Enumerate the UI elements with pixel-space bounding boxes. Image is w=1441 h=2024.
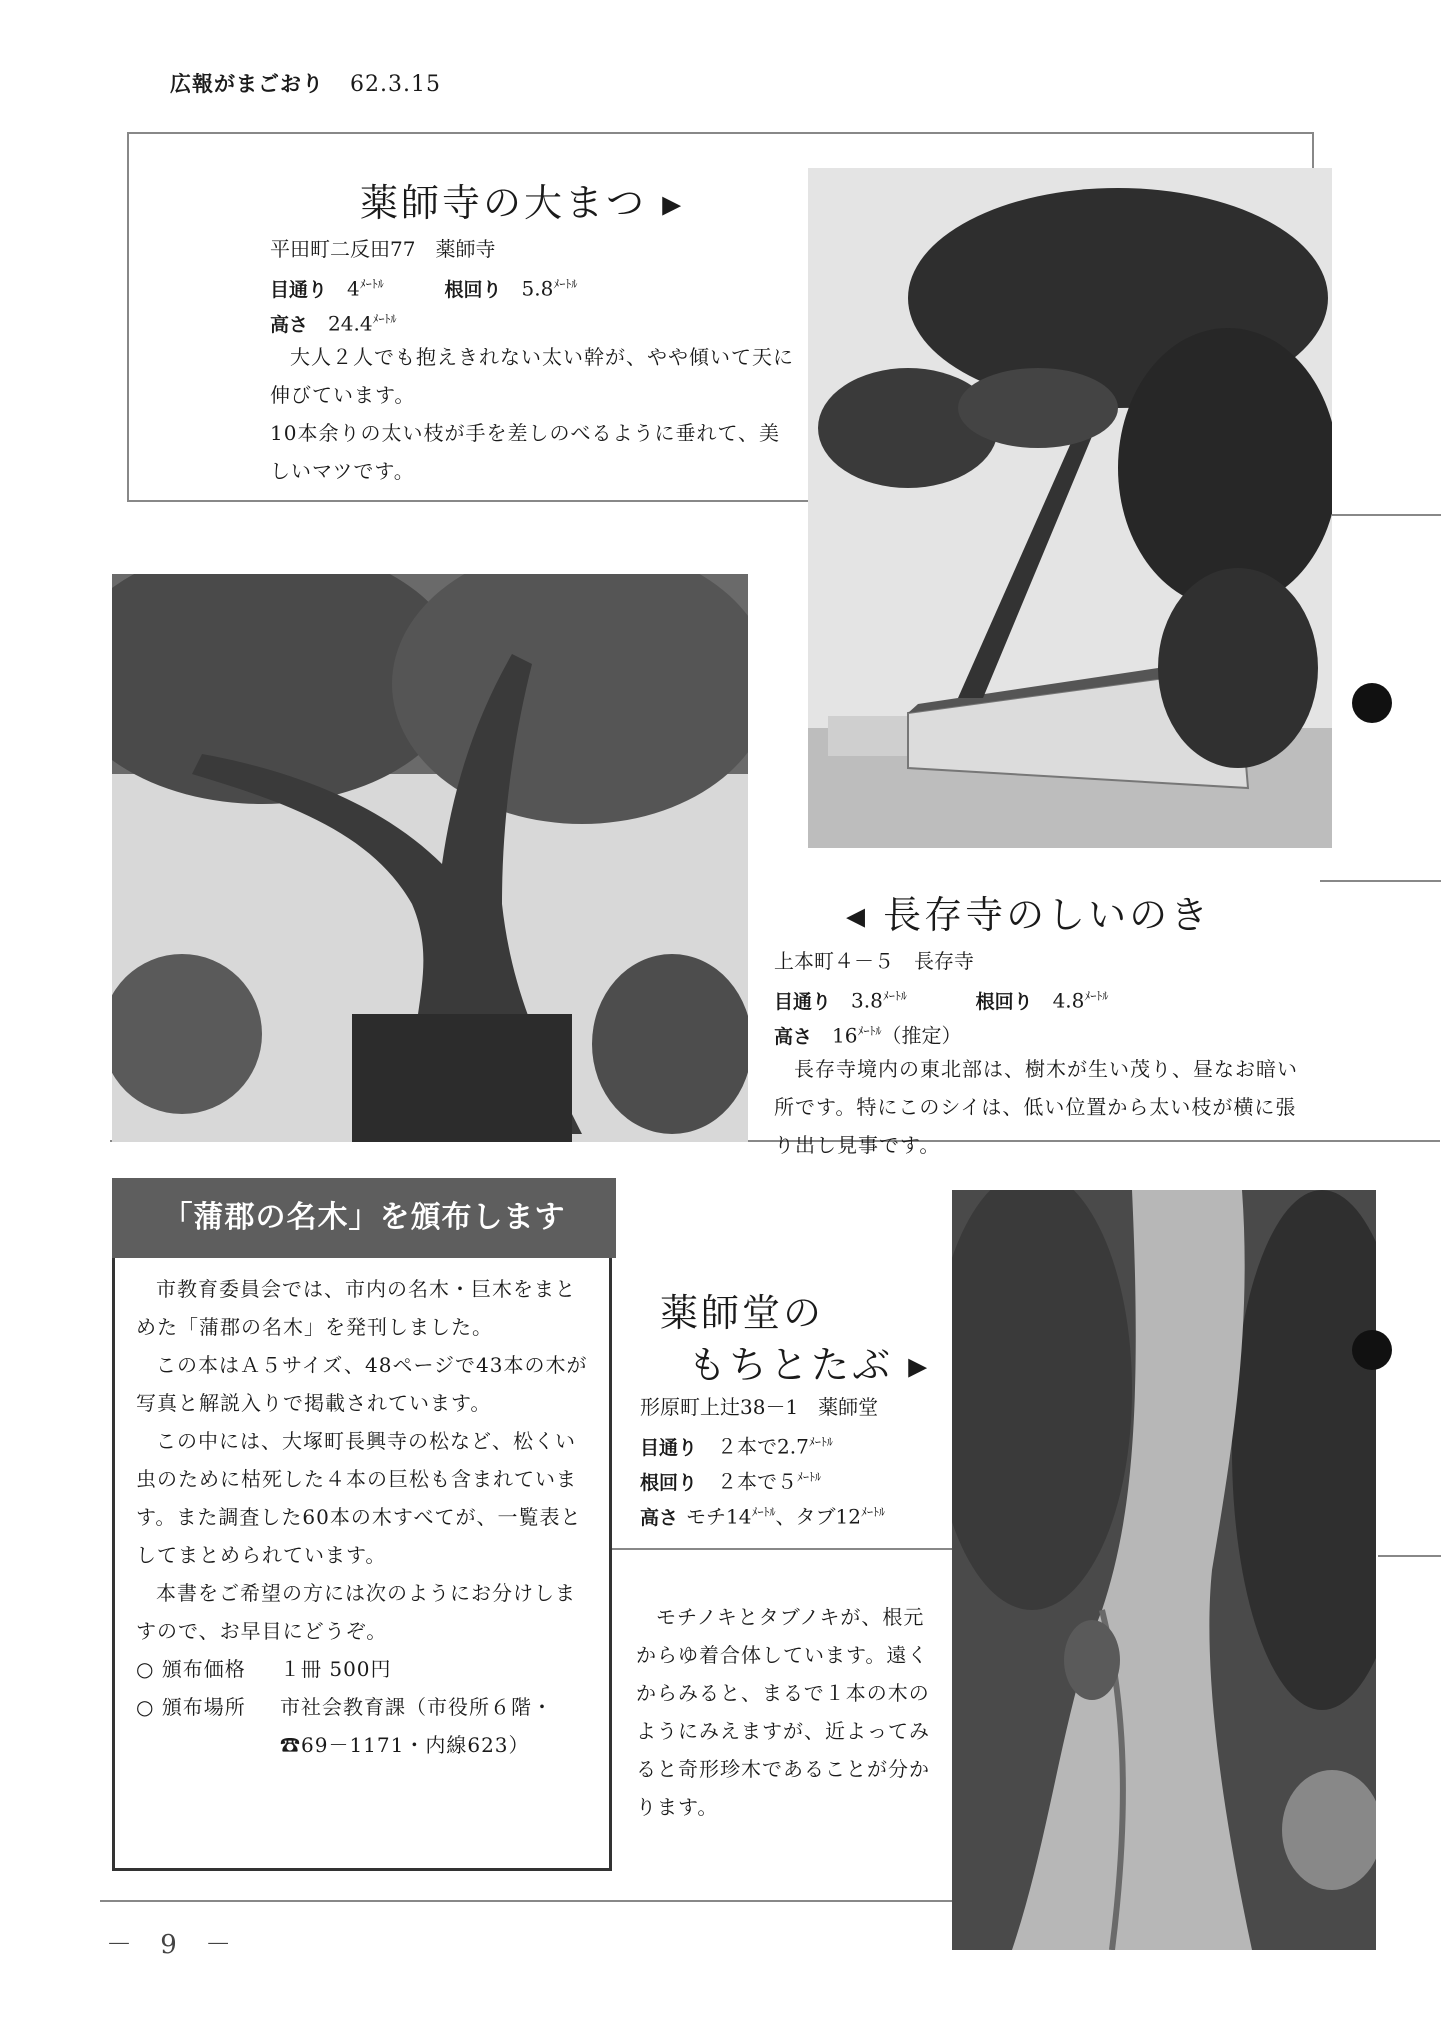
shii-tree-image xyxy=(112,574,748,1142)
nemawari-value: 5.8 xyxy=(521,276,554,301)
nemawari-value: ２本で５ xyxy=(717,1469,798,1494)
yakushiji-height-row xyxy=(270,302,397,343)
yakushido-height-row xyxy=(640,1495,885,1536)
page-header xyxy=(170,68,441,98)
notice-paragraph-3: この中には、大塚町長興寺の松など、松くい虫のために枯死した４本の巨松も含まれています。また調査した60本の木すべてが、一覧表としてまとめられています。 xyxy=(136,1429,582,1567)
unit-label: ﾒｰﾄﾙ xyxy=(751,1505,776,1519)
notice-place-row xyxy=(136,1688,596,1764)
nemawari-label: 根回り xyxy=(640,1471,698,1494)
issue-date: 62.3.15 xyxy=(350,72,441,97)
nemawari-label: 根回り xyxy=(975,990,1033,1013)
metodori-value: 3.8 xyxy=(851,988,883,1013)
notice-paragraph-2: この本はＡ５サイズ、48ページで43本の木が写真と解説入りで掲載されています。 xyxy=(136,1353,588,1415)
takasa-label: 高さ xyxy=(640,1506,679,1529)
yakushiji-address: 平田町二反田77 薬師寺 xyxy=(270,237,496,261)
pine-tree-image xyxy=(808,168,1332,848)
chozonji-description xyxy=(774,1050,1314,1164)
price-label: ○ 頒布価格 xyxy=(136,1657,246,1681)
frame-bottom-line xyxy=(100,1900,956,1902)
frame-left-line xyxy=(127,132,129,502)
metodori-value: ２本で2.7 xyxy=(717,1434,809,1459)
metodori-label: 目通り xyxy=(774,990,832,1013)
pine-tree-photo xyxy=(808,168,1332,848)
unit-label: ﾒｰﾄﾙ xyxy=(808,1435,833,1449)
notice-paragraph-1: 市教育委員会では、市内の名木・巨木をまとめた「蒲郡の名木」を発刊しました。 xyxy=(136,1277,576,1339)
yakushido-desc: モチノキとタブノキが、根元からゆ着合体しています。遠くからみると、まるで１本の木のようにみえますが、近よってみると奇形珍木であることが分かります。 xyxy=(636,1605,930,1819)
nemawari-value: 4.8 xyxy=(1052,988,1085,1013)
chozonji-desc: 長存寺境内の東北部は、樹木が生い茂り、昼なお暗い所です。特にこのシイは、低い位置から太い枝が横に張り出し見事です。 xyxy=(774,1057,1298,1157)
place-label: ○ 頒布場所 xyxy=(136,1695,246,1719)
chozonji-title: ◂ 長存寺のしいのき xyxy=(846,893,1212,937)
unit-label: ﾒｰﾄﾙ xyxy=(372,312,397,326)
price-value: １冊 500円 xyxy=(280,1657,392,1681)
chozonji-height-row xyxy=(774,1014,961,1055)
takasa-value-tabu: 、タブ12 xyxy=(775,1504,861,1529)
unit-label: ﾒｰﾄﾙ xyxy=(797,1470,822,1484)
takasa-label: 高さ xyxy=(774,1025,813,1048)
binder-hole-dot xyxy=(1352,683,1392,723)
mochitabu-tree-photo xyxy=(952,1190,1376,1950)
notice-body xyxy=(136,1270,596,1764)
notice-paragraph-4: 本書をご希望の方には次のようにお分けしますので、お早目にどうぞ。 xyxy=(136,1581,576,1643)
frame-top-line xyxy=(128,132,1313,134)
takasa-value: 16 xyxy=(832,1023,858,1048)
metodori-label: 目通り xyxy=(270,278,328,301)
frame-stub-2 xyxy=(1320,880,1441,882)
page-number: － 9 － xyxy=(106,1930,242,1960)
binder-hole-dot xyxy=(1352,1330,1392,1370)
chozonji-address: 上本町４－５ 長存寺 xyxy=(774,949,974,973)
unit-label: ﾒｰﾄﾙ xyxy=(857,1024,882,1038)
yakushiji-desc-1: 大人２人でも抱えきれない太い幹が、やや傾いて天に伸びています。 xyxy=(270,345,794,407)
mochitabu-tree-image xyxy=(952,1190,1376,1950)
frame-stub-3 xyxy=(1378,1555,1441,1557)
nemawari-label: 根回り xyxy=(444,278,502,301)
metodori-label: 目通り xyxy=(640,1436,698,1459)
publication-name: 広報がまごおり xyxy=(170,72,324,96)
yakushido-title-line-1: 薬師堂の xyxy=(660,1291,825,1335)
unit-label: ﾒｰﾄﾙ xyxy=(553,277,578,291)
yakushido-address: 形原町上辻38－1 薬師堂 xyxy=(640,1395,879,1419)
notice-price-row xyxy=(136,1650,596,1688)
frame-stub-1 xyxy=(1332,514,1441,516)
metodori-value: 4 xyxy=(347,276,360,301)
mochitabu-divider xyxy=(612,1548,952,1550)
unit-label: ﾒｰﾄﾙ xyxy=(860,1505,885,1519)
place-value: 市社会教育課（市役所６階・☎69－1171・内線623） xyxy=(280,1695,553,1757)
yakushiji-description xyxy=(270,338,798,490)
takasa-label: 高さ xyxy=(270,313,309,336)
unit-label: ﾒｰﾄﾙ xyxy=(1084,989,1109,1003)
notice-heading: 「蒲郡の名木」を頒布します xyxy=(112,1178,616,1258)
yakushido-title-line-2: もちとたぶ ▸ xyxy=(688,1343,931,1387)
yakushiji-desc-2: 10本余りの太い枝が手を差しのべるように垂れて、美しいマツです。 xyxy=(270,421,781,483)
unit-label: ﾒｰﾄﾙ xyxy=(882,989,907,1003)
shii-tree-photo xyxy=(112,574,748,1142)
yakushido-description xyxy=(636,1598,936,1826)
takasa-value: 24.4 xyxy=(328,311,373,336)
yakushiji-title: 薬師寺の大まつ ▸ xyxy=(360,181,685,225)
frame-divider-1 xyxy=(127,500,811,502)
takasa-note: （推定） xyxy=(881,1023,962,1048)
unit-label: ﾒｰﾄﾙ xyxy=(359,277,384,291)
takasa-value-mochi: モチ14 xyxy=(686,1504,752,1529)
